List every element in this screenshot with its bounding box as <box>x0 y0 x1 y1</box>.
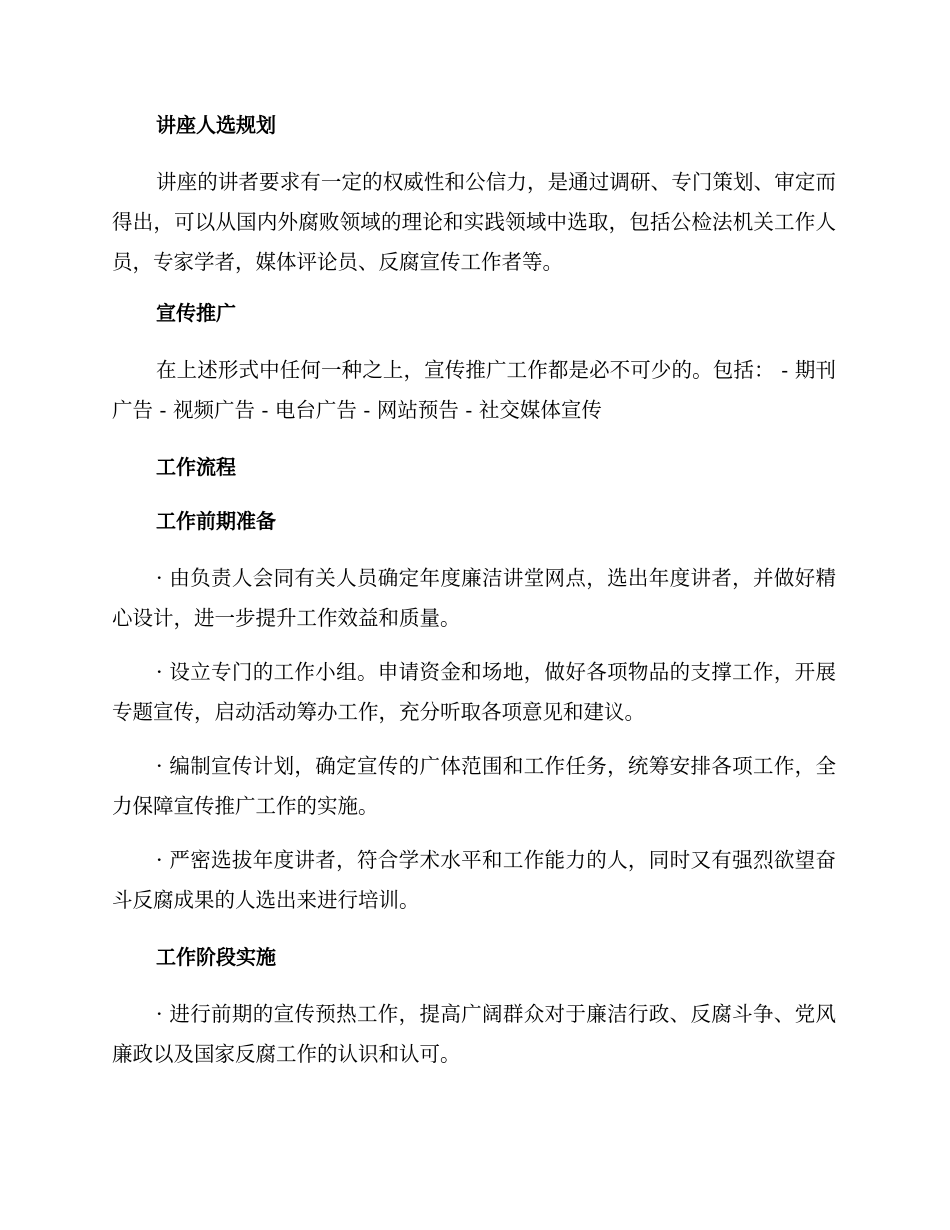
section-heading-workflow: 工作流程 <box>156 455 236 479</box>
list-item-preparation-3: · 编制宣传计划，确定宣传的广体范围和工作任务，统筹安排各项工作，全力保障宣传推广工作的实施。 <box>112 754 836 818</box>
section-heading-promotion: 宣传推广 <box>156 301 236 325</box>
list-item-implementation-1: · 进行前期的宣传预热工作，提高广阔群众对于廉洁行政、反腐斗争、党风廉政以及国家反腐工作的认识和认可。 <box>112 1002 836 1066</box>
document-body <box>112 108 836 1088</box>
list-item-preparation-1: · 由负责人会同有关人员确定年度廉洁讲堂网点，选出年度讲者，并做好精心设计，进一步提升工作效益和质量。 <box>112 566 836 630</box>
paragraph-speaker-requirements: 讲座的讲者要求有一定的权威性和公信力，是通过调研、专门策划、审定而得出，可以从国内外腐败领域的理论和实践领域中选取，包括公检法机关工作人员，专家学者，媒体评论员、反腐宣传工作者等。 <box>112 170 836 274</box>
paragraph-promotion-channels: 在上述形式中任何一种之上，宣传推广工作都是必不可少的。包括： - 期刊广告 - 视频广告 - 电台广告 - 网站预告 - 社交媒体宣传 <box>112 358 836 422</box>
section-heading-speaker-planning: 讲座人选规划 <box>156 113 276 137</box>
list-item-preparation-4: · 严密选拔年度讲者，符合学术水平和工作能力的人，同时又有强烈欲望奋斗反腐成果的人选出来进行培训。 <box>112 848 836 912</box>
subsection-heading-implementation: 工作阶段实施 <box>156 945 276 969</box>
subsection-heading-preparation: 工作前期准备 <box>156 509 276 533</box>
list-item-preparation-2: · 设立专门的工作小组。申请资金和场地，做好各项物品的支撑工作，开展专题宣传，启动活动筹办工作，充分听取各项意见和建议。 <box>112 660 836 724</box>
